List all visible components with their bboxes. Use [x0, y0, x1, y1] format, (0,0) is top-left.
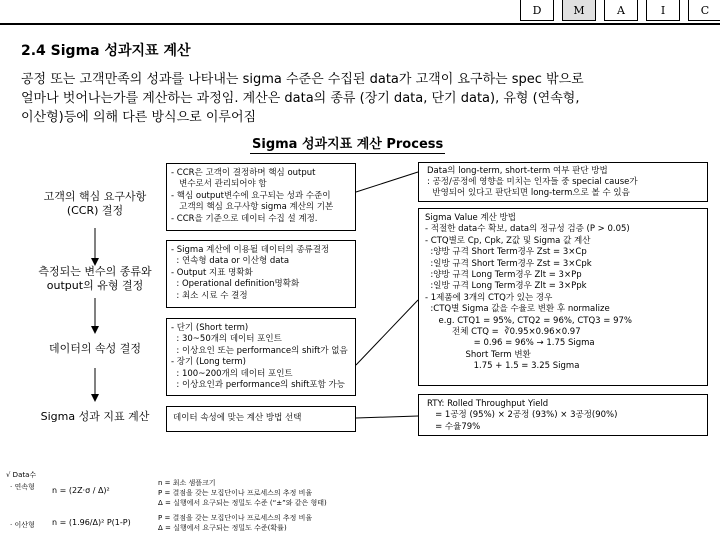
step-ccr-label-line1: 고객의 핵심 요구사항 — [43, 190, 147, 203]
discrete-notes: P = 결점을 갖는 모집단이나 프로세스의 추정 비율 Δ = 실행에서 요구되는 정밀도 수준(확률) — [158, 514, 313, 532]
rty-box — [418, 394, 708, 436]
section-title: 2.4 Sigma 성과지표 계산 — [21, 43, 191, 59]
continuous-formula: n = (2Z·σ / Δ)² — [52, 486, 110, 495]
tab-d: D — [520, 0, 554, 21]
continuous-label: · 연속형 — [10, 483, 35, 491]
step-variable-desc-box — [166, 240, 356, 308]
intro-line-2: 얼마나 벗어나는가를 계산하는 과정임. 계산은 data의 종류 (장기 data, 단기 data), 유형 (연속형, — [21, 91, 580, 106]
longterm-judgement-box — [418, 162, 708, 202]
longterm-judgement-line1: Data의 long-term, short-term 여부 판단 방법 — [427, 166, 608, 176]
intro-line-3: 이산형)등에 의해 다른 방식으로 이루어짐 — [21, 110, 257, 125]
continuous-notes: n = 최소 샘플크기 P = 결점을 갖는 모집단이나 프로세스의 추정 비율 Δ = 실행에서 요구되는 정밀도 수준 (“±”와 같은 형태) — [158, 479, 327, 507]
step-ccr-desc-box — [166, 163, 356, 231]
step-attribute-label-line1: 데이터의 속성 결정 — [48, 342, 141, 355]
step-variable-label — [22, 265, 168, 293]
tab-i: I — [646, 0, 680, 21]
data-count-bullet: √ Data수 — [6, 471, 37, 479]
step-attribute-desc-box — [166, 318, 356, 396]
step-ccr-desc: - CCR은 고객이 결정하며 핵심 output 변수로서 관리되어야 함 - 핵심 output변수에 요구되는 성과 수준이 고객의 핵심 요구사항 sigma 계산의 기본 - CCR을 기준으로 데이터 수집 설 계정. — [171, 168, 334, 224]
step-ccr-label-line2: (CCR) 결정 — [66, 204, 124, 217]
step-sigma-desc: 데이터 속성에 맞는 계산 방법 선택 — [173, 413, 302, 423]
process-title: Sigma 성과지표 계산 Process — [250, 133, 445, 154]
discrete-formula: n = (1.96/Δ)² P(1-P) — [52, 518, 131, 527]
step-sigma-label — [26, 410, 164, 424]
step-attribute-desc: - 단기 (Short term) : 30~50개의 데이터 포인트 : 이상요인 또는 performance의 shift가 없음 - 장기 (Long term) : 100~200개의 데이터 포인트 : 이상요인과 performance의 shift포함 가능 — [171, 323, 348, 391]
longterm-judgement-line3: 반영되어 있다고 판단되면 long-term으로 볼 수 있음 — [427, 188, 630, 198]
longterm-judgement-line2: : 공정/공정에 영향을 미치는 인자들 중 special cause가 — [427, 177, 638, 187]
sigma-value-method-box — [418, 208, 708, 386]
tab-c: C — [688, 0, 720, 21]
step-sigma-label-line1: Sigma 성과 지표 계산 — [40, 410, 150, 423]
step-sigma-desc-box — [166, 406, 356, 432]
discrete-label: · 이산형 — [10, 521, 35, 529]
intro-line-1: 공정 또는 고객만족의 성과를 나타내는 sigma 수준은 수집된 data가 고객이 요구하는 spec 밖으로 — [21, 72, 584, 87]
tab-m: M — [562, 0, 596, 21]
step-variable-desc: - Sigma 계산에 이용될 데이터의 종류결정 : 연속형 data or 이산형 data - Output 지표 명확화 : Operational definition명확화 : 최소 시료 수 결정 — [171, 245, 330, 301]
step-variable-label-line2: output의 유형 결정 — [46, 279, 144, 292]
tab-a: A — [604, 0, 638, 21]
step-ccr-label — [30, 190, 160, 218]
step-attribute-label — [30, 342, 160, 356]
step-variable-label-line1: 측정되는 변수의 종류와 — [38, 265, 152, 278]
sigma-value-method-text: Sigma Value 계산 방법 - 적절한 data수 확보, data의 정규성 검증 (P > 0.05) - CTQ별로 Cp, Cpk, Z값 및 Sigma 값 계산 :양방 규격 Short Term경우 Zst = 3×Cp :일방 규격 Short Term경우 Zst = 3×Cpk :양방 규격 Long Term경우 Zlt = 3×Pp :일방 규격 Long Term경우 Zlt = 3×Ppk - 1제품에 3개의 CTQ가 있는 경우 :CTQ별 Sigma 값을 수율로 변환 후 normalize e.g. CTQ1 = 95%, CTQ2 = 96%, CTQ3 = 97% 전체 CTQ = ∛0.95×0.96×0.97 = 0.96 = 96% → 1.75 Sigma Short Term 변환 1.75 + 1.5 = 3.25 Sigma — [425, 213, 632, 372]
rty-text: RTY: Rolled Throughput Yield = 1공정 (95%) × 2공정 (93%) × 3공정(90%) = 수율79% — [427, 399, 618, 432]
